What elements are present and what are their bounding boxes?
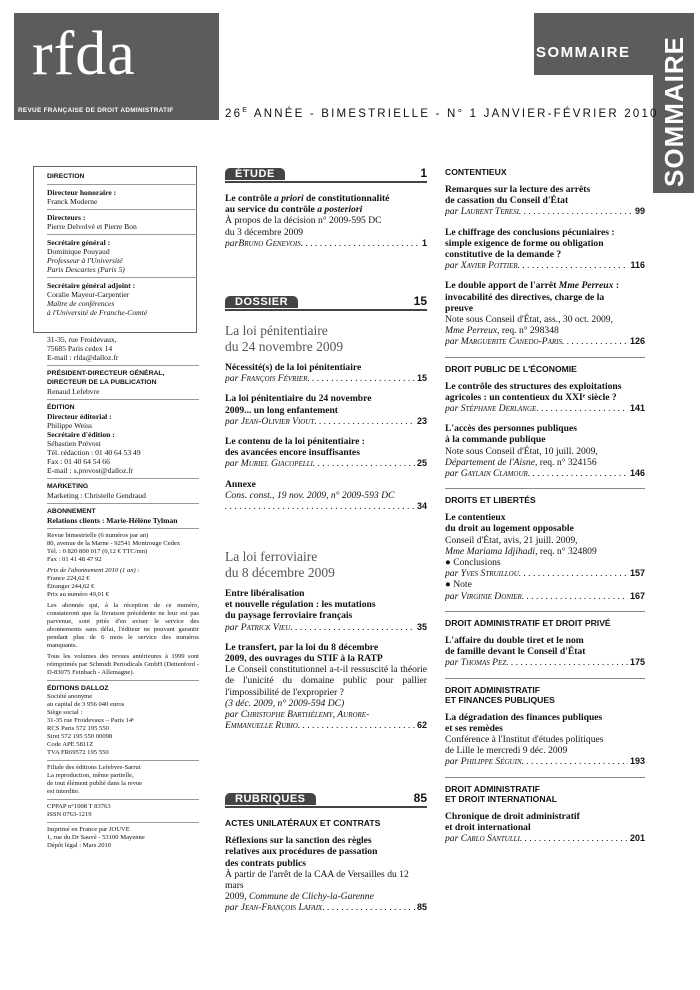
text: 80, avenue de la Marne - 92541 Montrouge Cedex bbox=[47, 540, 181, 547]
address: 75685 Paris cedex 14 bbox=[47, 344, 113, 353]
name: Philippe Weiss bbox=[47, 421, 93, 430]
article bbox=[445, 512, 645, 602]
dossier-heading: La loi pénitentiaire du 24 novembre 2009 bbox=[225, 323, 344, 354]
fax: Fax : 01 40 64 54 66 bbox=[47, 457, 110, 466]
rubrique-heading: CONTENTIEUX bbox=[445, 167, 507, 177]
article-title[interactable]: Le contrôle des structures des exploitations agricoles : un contentieux du XXIᵉ siècle ? bbox=[445, 380, 622, 403]
address: 31-35, rue Froidevaux, bbox=[47, 335, 117, 344]
dossier-penitentiaire bbox=[225, 323, 427, 521]
role: Maître de conférences bbox=[47, 299, 115, 308]
text: Étranger 244,62 € bbox=[47, 583, 95, 590]
text: ISSN 0763-1219 bbox=[47, 811, 92, 818]
article-author: par Gaylain Clamour . . . 146 bbox=[445, 468, 645, 479]
label: Secrétaire général : bbox=[47, 238, 111, 247]
article-title[interactable]: L'accès des personnes publiques à la commande publique bbox=[445, 423, 577, 446]
text: TVA FR69572 195 550 bbox=[47, 749, 109, 756]
name: Sébastien Prévost bbox=[47, 439, 101, 448]
text: 31-35 rue Froidevaux – Paris 14ᵉ bbox=[47, 717, 134, 724]
text: Siret 572 195 550 00098 bbox=[47, 733, 113, 740]
article-subtitle: À propos de la décision n° 2009-595 DC bbox=[225, 215, 382, 227]
article-title[interactable]: Réflexions sur la sanction des règles relatives aux procédures de passation des contrats publics bbox=[225, 835, 378, 869]
dossier-tag: DOSSIER bbox=[225, 296, 298, 308]
article-author: par Christophe Barthélemy, Aurore- bbox=[225, 709, 370, 721]
article-subtitle: Note sous Conseil d'État, ass., 30 oct. 2009, bbox=[445, 314, 614, 326]
abonnement-heading: ABONNEMENT bbox=[47, 508, 96, 515]
article bbox=[225, 588, 427, 633]
right-column bbox=[445, 167, 645, 853]
article-subtitle: Département de l'Aisne, req. n° 324156 bbox=[445, 456, 597, 468]
article-title[interactable]: Le contenu de la loi pénitentiaire : des avancées encore insuffisantes bbox=[225, 436, 365, 459]
article-subtitle: 2009, Commune de Clichy-la-Garenne bbox=[225, 891, 374, 903]
article-subtitle: Conseil d'État, avis, 21 juill. 2009, bbox=[445, 534, 578, 546]
name: Dominique Pouyaud bbox=[47, 247, 110, 256]
sommaire-vertical-label: SOMMAIRE bbox=[659, 36, 689, 187]
rubriques-page: 85 bbox=[413, 791, 427, 805]
issue-line: $26^E$ ANNÉE - BIMESTRIELLE - N° 1 JANVIER-FÉVRIER 2010 bbox=[225, 107, 659, 120]
logo-subtitle: REVUE FRANÇAISE DE DROIT ADMINISTRATIF bbox=[18, 107, 174, 114]
marketing-heading: MARKETING bbox=[47, 483, 89, 490]
dossier-page: 15 bbox=[413, 294, 427, 308]
etude-tag: ÉTUDE bbox=[225, 168, 285, 180]
article-title[interactable]: La dégradation des finances publiques et ses remèdes bbox=[445, 711, 603, 734]
article-title[interactable]: Annexe bbox=[225, 478, 256, 490]
note-item: ● Note bbox=[445, 579, 472, 591]
edition-heading: ÉDITION bbox=[47, 404, 75, 411]
article-subtitle: Cons. const., 19 nov. 2009, n° 2009-593 DC bbox=[225, 489, 395, 501]
article-title[interactable]: Nécessité(s) de la loi pénitentiaire bbox=[225, 362, 362, 373]
text: Prix au numéro 49,01 € bbox=[47, 591, 110, 598]
article bbox=[225, 393, 427, 427]
article-author: Emmanuelle Rubio . . . 62 bbox=[225, 720, 427, 731]
annexe bbox=[225, 479, 427, 513]
text: est interdite. bbox=[47, 788, 80, 795]
article-author: par François Février . . . 15 bbox=[225, 373, 427, 384]
dossier-ferroviaire bbox=[225, 549, 427, 740]
article-author: par Carlo Santulli . . . 201 bbox=[445, 833, 645, 844]
bullet-icon: ● bbox=[445, 579, 451, 591]
etude-section-bar bbox=[225, 168, 427, 183]
sommaire-vertical-tab bbox=[653, 13, 694, 193]
article-author: par Bruno Genevois . . . 1 bbox=[225, 238, 427, 249]
etude-page: 1 bbox=[420, 166, 427, 180]
text: au capital de 3 956 040 euros bbox=[47, 701, 125, 708]
article-subtitle: Mme Perreux, req. n° 298348 bbox=[445, 325, 559, 337]
article-title[interactable]: Le contentieux du droit au logement opposable bbox=[445, 512, 574, 535]
article bbox=[445, 811, 645, 845]
etude-article bbox=[225, 193, 427, 249]
name: Franck Moderne bbox=[47, 197, 98, 206]
bullet-icon: ● bbox=[445, 557, 451, 569]
article-subtitle: (3 déc. 2009, n° 2009-594 DC) bbox=[225, 697, 345, 709]
article-author: par Philippe Séguin . . . 193 bbox=[445, 756, 645, 767]
text: CPPAP n°1008 T 83763 bbox=[47, 803, 111, 810]
text: 1, rue du Dr Sauvé - 53100 Mayenne bbox=[47, 834, 145, 841]
email: E-mail : rfda@dalloz.fr bbox=[47, 353, 119, 362]
article-title[interactable]: Le chiffrage des conclusions pécuniaires : simple exigence de forme ou obligation constitutive de la demande ? bbox=[445, 226, 615, 261]
article bbox=[445, 381, 645, 415]
article-author: par Muriel Giacopelli . . . 25 bbox=[225, 458, 427, 469]
name: Renaud Lefebvre bbox=[47, 387, 100, 396]
article-author: par Xavier Pottier . . . 116 bbox=[445, 260, 645, 271]
rubriques-section-bar bbox=[225, 793, 427, 808]
label: Directeur honoraire : bbox=[47, 188, 117, 197]
article-author: par Yves Struillou . . . 157 bbox=[445, 568, 645, 579]
text: RCS Paris 572 195 550 bbox=[47, 725, 109, 732]
article-author: par Laurent Teresi . . . 99 bbox=[445, 206, 645, 217]
text: La reproduction, même partielle, bbox=[47, 772, 134, 779]
article-title[interactable]: L'affaire du double tiret et le nom de famille devant le Conseil d'État bbox=[445, 634, 586, 658]
article-author: . . . 34 bbox=[225, 501, 427, 512]
text: Siège social : bbox=[47, 709, 83, 716]
label: Secrétaire général adjoint : bbox=[47, 281, 136, 290]
article bbox=[445, 423, 645, 479]
label: Directeur éditorial : bbox=[47, 412, 112, 421]
text: Dépôt légal : Mars 2010 bbox=[47, 842, 112, 849]
name: Marketing : Christelle Gendraud bbox=[47, 491, 146, 500]
article-author: par Virginie Donier . . . 167 bbox=[445, 591, 645, 602]
article-subtitle: Le Conseil constitutionnel a-t-il ressuscité la théorie de l'unicité du domaine public pour pallier l'impossibilité de l'exproprier ? bbox=[225, 664, 427, 698]
article bbox=[445, 280, 645, 347]
text: Code APE 5811Z bbox=[47, 741, 94, 748]
rubrique-heading: DROIT ADMINISTRATIF ET FINANCES PUBLIQUES bbox=[445, 684, 555, 705]
dossier-heading: La loi ferroviaire du 8 décembre 2009 bbox=[225, 549, 335, 580]
phone: Tél. rédaction : 01 40 64 53 49 bbox=[47, 448, 141, 457]
article-title[interactable]: Le transfert, par la loi du 8 décembre 2009, des ouvrages du STIF à la RATP bbox=[225, 641, 383, 665]
email: E-mail : s.prevost@dalloz.fr bbox=[47, 466, 134, 475]
dossier-section-bar bbox=[225, 296, 427, 311]
article-title[interactable]: Chronique de droit administratif et droit international bbox=[445, 810, 580, 833]
logo: rfda bbox=[32, 20, 136, 88]
article bbox=[445, 184, 645, 218]
text: Société anonyme bbox=[47, 693, 93, 700]
article-title[interactable]: Remarques sur la lecture des arrêts de cassation du Conseil d'État bbox=[445, 184, 591, 207]
article-title[interactable]: Entre libéralisation et nouvelle régulation : les mutations du paysage ferroviaire français bbox=[225, 588, 376, 622]
article bbox=[445, 635, 645, 669]
text: Prix de l'abonnement 2010 (1 an) : bbox=[47, 567, 140, 574]
text: Imprimé en France par JOUVE bbox=[47, 826, 130, 833]
article-subtitle: À partir de l'arrêt de la CAA de Versailles du 12 mars bbox=[225, 868, 409, 892]
direction-heading: DIRECTION bbox=[47, 173, 85, 180]
article-subtitle: Conférence à l'Institut d'études politiques bbox=[445, 733, 604, 745]
text: France 224,62 € bbox=[47, 575, 90, 582]
article-author: par Stéphane Derlange . . . 141 bbox=[445, 403, 645, 414]
rubriques-tag: RUBRIQUES bbox=[225, 793, 316, 805]
rubrique-heading: ACTES UNILATÉRAUX ET CONTRATS bbox=[225, 818, 381, 828]
article-author: par Thomas Pez . . . 175 bbox=[445, 657, 645, 668]
name: Relations clients : Marie-Hélène Tylman bbox=[47, 516, 178, 525]
sommaire-label: SOMMAIRE bbox=[536, 44, 631, 61]
pdg-heading: PRÉSIDENT-DIRECTEUR GÉNÉRAL, DIRECTEUR DE LA PUBLICATION bbox=[47, 370, 165, 386]
direction-section bbox=[47, 170, 197, 317]
article-subtitle: du 3 décembre 2009 bbox=[225, 226, 304, 238]
text: Fax : 01 41 48 47 92 bbox=[47, 556, 102, 563]
logo-block bbox=[14, 13, 219, 120]
article-subtitle: de Lille le mercredi 9 déc. 2009 bbox=[445, 745, 568, 757]
article-author: par Patrick Vieu . . . 35 bbox=[225, 622, 427, 633]
text: Tous les volumes des revues antérieures à 1999 sont réimprimés par Schmidt Periodicals GmbH (Dettenford - D-83075 Feinbach - Allemagne). bbox=[47, 653, 199, 676]
role: Professeur à l'Université bbox=[47, 256, 123, 265]
role: à l'Université de Franche-Comté bbox=[47, 308, 148, 317]
article-author: par Jean-François Lafaix . . . 85 bbox=[225, 902, 427, 913]
publisher-info bbox=[47, 335, 199, 850]
article-subtitle: Mme Mariama Idjihadi, req. n° 324809 bbox=[445, 545, 597, 557]
article bbox=[445, 712, 645, 768]
rubrique-heading: DROIT PUBLIC DE L'ÉCONOMIE bbox=[445, 363, 577, 374]
article-subtitle: Note sous Conseil d'État, 10 juill. 2009, bbox=[445, 445, 598, 457]
article bbox=[225, 642, 427, 732]
text: Tél. : 0 820 800 017 (0,12 € TTC/mn) bbox=[47, 548, 148, 555]
conclusions-item: ● Conclusions bbox=[445, 557, 501, 569]
article-title[interactable]: Le double apport de l'arrêt Mme Perreux : invocabilité des directives, charge de la preuve bbox=[445, 280, 620, 314]
article-author: par Marguerite Canedo-Paris . . . 126 bbox=[445, 336, 645, 347]
rubriques-article bbox=[225, 818, 427, 914]
name: Coralie Mayeur-Carpentier bbox=[47, 290, 130, 299]
article-author: par Jean-Olivier Viout . . . 23 bbox=[225, 416, 427, 427]
article-title[interactable]: Le contrôle a priori de constitutionnalité au service du contrôle a posteriori bbox=[225, 193, 390, 216]
rubrique-heading: DROIT ADMINISTRATIF ET DROIT PRIVÉ bbox=[445, 617, 611, 628]
rubrique-heading: DROITS ET LIBERTÉS bbox=[445, 495, 536, 506]
label: Directeurs : bbox=[47, 213, 86, 222]
text: de tout élément publié dans la revue bbox=[47, 780, 143, 787]
editions-heading: ÉDITIONS DALLOZ bbox=[47, 685, 109, 692]
text: Filiale des éditions Lefebvre-Sarrut bbox=[47, 764, 141, 771]
article bbox=[225, 362, 427, 384]
article bbox=[445, 227, 645, 272]
role: Paris Descartes (Paris 5) bbox=[47, 265, 125, 274]
article bbox=[225, 436, 427, 470]
text: Les abonnés qui, à la réception de ce numéro, constateront que la livraison précédente ne leur est pas parvenue, sont priés d'en aviser le service des abonnements sans délai, l'éditeur ne pouvant garantir pendant plus de 6 mois le service des numéros manquants. bbox=[47, 602, 199, 649]
label: Secrétaire d'édition : bbox=[47, 430, 115, 439]
article-title[interactable]: La loi pénitentiaire du 24 novembre 2009... un long enfantement bbox=[225, 393, 372, 416]
text: Revue bimestrielle (6 numéros par an) bbox=[47, 532, 149, 539]
rubrique-heading: DROIT ADMINISTRATIF ET DROIT INTERNATIONAL bbox=[445, 783, 558, 804]
name: Pierre Delvolvé et Pierre Bon bbox=[47, 222, 137, 231]
